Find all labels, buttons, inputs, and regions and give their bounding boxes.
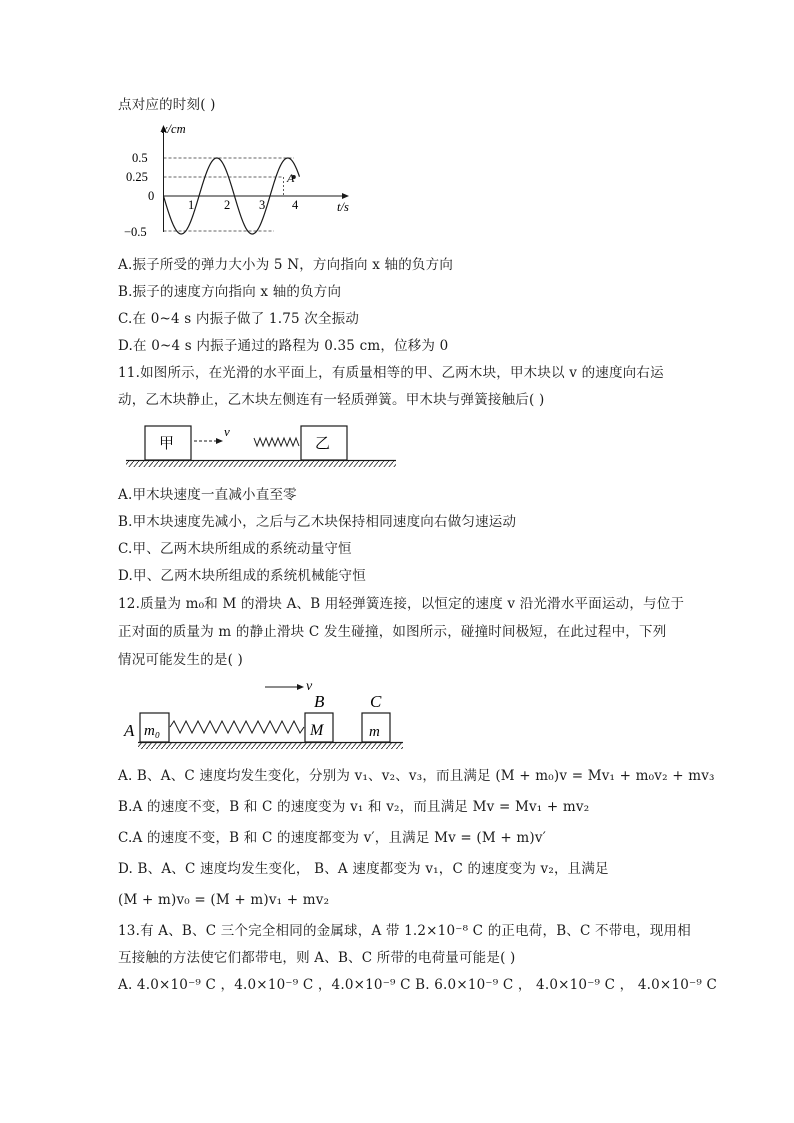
x-tick-2: 2 [224,198,231,212]
label-a: A [124,721,135,740]
q11-option-d: D.甲、乙两木块所组成的系统机械能守恒 [118,568,366,584]
q12-option-d-equation: (M + m)v₀ = (M + m)v₁ + mv₂ [118,892,330,908]
q11-figure [118,420,400,470]
q12-stem-line1: 12.质量为 m₀和 M 的滑块 A、B 用轻弹簧连接，以恒定的速度 v 沿光滑水平面运动，与位于 [118,596,685,612]
x-tick-4: 4 [292,198,299,212]
x-tick-3: 3 [259,198,266,212]
velocity-label: v [306,679,313,694]
q12-figure [118,675,408,755]
q10-option-d: D.在 0~4 s 内振子通过的路程为 0.35 cm，位移为 0 [118,338,449,354]
q12-option-d: D. B、A、C 速度均发生变化， B、A 速度都变为 v₁，C 的速度变为 v₂，且满足 [118,861,609,877]
y-axis-label: x/cm [162,122,186,136]
q12-option-c: C.A 的速度不变，B 和 C 的速度都变为 v′，且满足 Mv = (M + m)v′ [118,830,546,846]
q10-option-a: A.振子所受的弹力大小为 5 N，方向指向 x 轴的负方向 [118,257,454,273]
y-tick-0: 0 [148,189,155,203]
block-jia-label: 甲 [159,434,175,452]
ground-hatch [126,461,396,467]
velocity-label: v [224,424,230,439]
q11-stem-line1: 11.如图所示，在光滑的水平面上，有质量相等的甲、乙两木块，甲木块以 v 的速度向右运 [118,365,664,381]
q12-option-b: B.A 的速度不变，B 和 C 的速度变为 v₁ 和 v₂，而且满足 Mv = Mv₁ + mv₂ [118,799,590,815]
q10-option-b: B.振子的速度方向指向 x 轴的负方向 [118,284,342,300]
spring [170,721,304,733]
q12-stem-line2: 正对面的质量为 m 的静止滑块 C 发生碰撞，如图所示，碰撞时间极短，在此过程中，下列 [118,624,667,640]
q13-options: A. 4.0×10⁻⁹ C ，4.0×10⁻⁹ C ，4.0×10⁻⁹ C B. 6.0×10⁻⁹ C ， 4.0×10⁻⁹ C ， 4.0×10⁻⁹ C [118,977,717,993]
q11-stem-line2: 动，乙木块静止，乙木块左侧连有一轻质弹簧。甲木块与弹簧接触后( ) [118,392,545,408]
y-tick-0.25: 0.25 [126,170,148,184]
block-c-mass: m [369,724,380,740]
q12-stem-line3: 情况可能发生的是( ) [118,652,244,668]
q11-option-a: A.甲木块速度一直减小直至零 [118,487,297,503]
q10-option-c: C.在 0~4 s 内振子做了 1.75 次全振动 [118,311,360,327]
q11-option-c: C.甲、乙两木块所组成的系统动量守恒 [118,541,352,557]
q13-stem-line1: 13.有 A、B、C 三个完全相同的金属球，A 带 1.2×10⁻⁸ C 的正电荷，B、C 不带电，现用相 [118,923,691,939]
q13-stem-line2: 互接触的方法使它们都带电，则 A、B、C 所带的电荷量可能是( ) [118,950,516,966]
y-tick-neg0.5: −0.5 [124,225,147,239]
x-tick-1: 1 [188,198,195,212]
q10-stem-tail: 点对应的时刻( ) [118,97,216,113]
q11-option-b: B.甲木块速度先减小，之后与乙木块保持相同速度向右做匀速运动 [118,514,517,530]
label-c: C [370,692,382,711]
q12-option-a: A. B、A、C 速度均发生变化，分别为 v₁、v₂、v₃，而且满足 (M + m₀)v = Mv₁ + m₀v₂ + mv₃ [118,768,715,784]
x-axis-label: t/s [337,200,349,214]
ground-hatch [138,743,403,749]
y-tick-0.5: 0.5 [132,151,148,165]
q10-xt-graph [118,120,358,242]
block-a-mass: m₀ [144,723,161,739]
block-yi-label: 乙 [315,434,331,452]
block-b-mass: M [310,722,324,739]
spring [254,438,299,446]
label-b: B [314,692,325,711]
point-a-label: A [287,171,295,185]
